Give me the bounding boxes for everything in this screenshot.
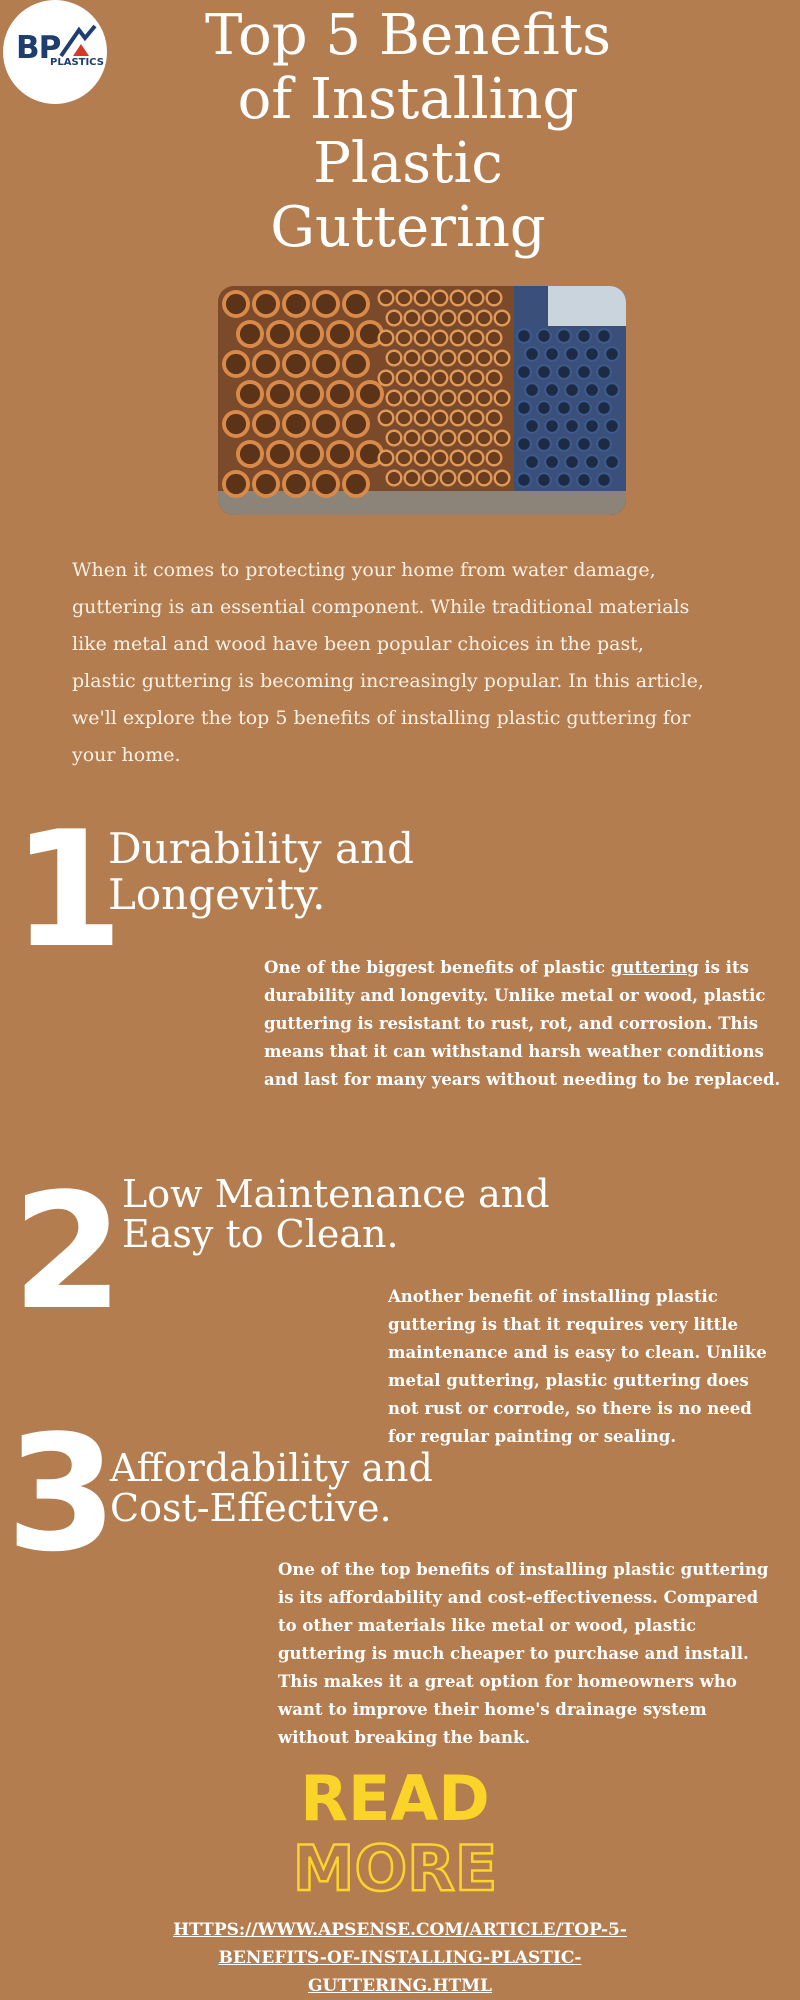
benefit-2-number: 2 — [12, 1158, 124, 1345]
intro-paragraph: When it comes to protecting your home from water damage, guttering is an essential component. While traditional materials like metal and wood have been popular choices in the past, plastic guttering is becoming increasingly popular. In this article, we'll explore the top 5 benefits of installing plastic guttering for your home. — [72, 559, 704, 766]
benefit-3-heading: Affordability and Cost-Effective. — [110, 1446, 433, 1530]
benefit-1-text: One of the biggest benefits of plastic guttering is its durability and longevity. Unlike metal or wood, plastic guttering is resistant to rust, rot, and corrosion. This means that it can withstand harsh weather conditions and last for many years without needing to be replaced. — [264, 958, 781, 1089]
benefit-1-number: 1 — [12, 796, 124, 983]
pipes-illustration — [218, 286, 626, 515]
benefit-3-text: One of the top benefits of installing plastic guttering is its affordability and cost-effectiveness. Compared to other materials like metal or wood, plastic guttering is much cheaper to purchase and install. This makes it a great option for homeowners who want to improve their home's drainage system without breaking the bank. — [278, 1560, 769, 1747]
benefit-1-heading: Durability and Longevity. — [108, 824, 414, 919]
hero-pipes-image — [218, 286, 626, 515]
guttering-link[interactable]: guttering — [610, 958, 699, 977]
logo-subtext: PLASTICS — [50, 57, 104, 68]
benefit-2-text: Another benefit of installing plastic guttering is that it requires very little maintenance and is easy to clean. Unlike metal guttering, plastic guttering does not rust or corrode, so there is no need for regular painting or sealing. — [388, 1287, 767, 1446]
brand-logo[interactable] — [3, 0, 107, 104]
logo-text: BP — [16, 30, 61, 66]
benefit-2-heading: Low Maintenance and Easy to Clean. — [122, 1172, 550, 1256]
read-more-label-more[interactable]: MORE — [292, 1832, 498, 1905]
page-title: Top 5 Benefits of Installing Plastic Guttering — [205, 3, 611, 260]
logo-arrow-icon — [59, 24, 99, 60]
benefit-3-number: 3 — [6, 1400, 118, 1587]
read-more-label-read[interactable]: READ — [300, 1762, 490, 1835]
article-url-link[interactable]: HTTPS://WWW.APSENSE.COM/ARTICLE/TOP-5-BENEFITS-OF-INSTALLING-PLASTIC-GUTTERING.HTML — [173, 1920, 627, 1996]
